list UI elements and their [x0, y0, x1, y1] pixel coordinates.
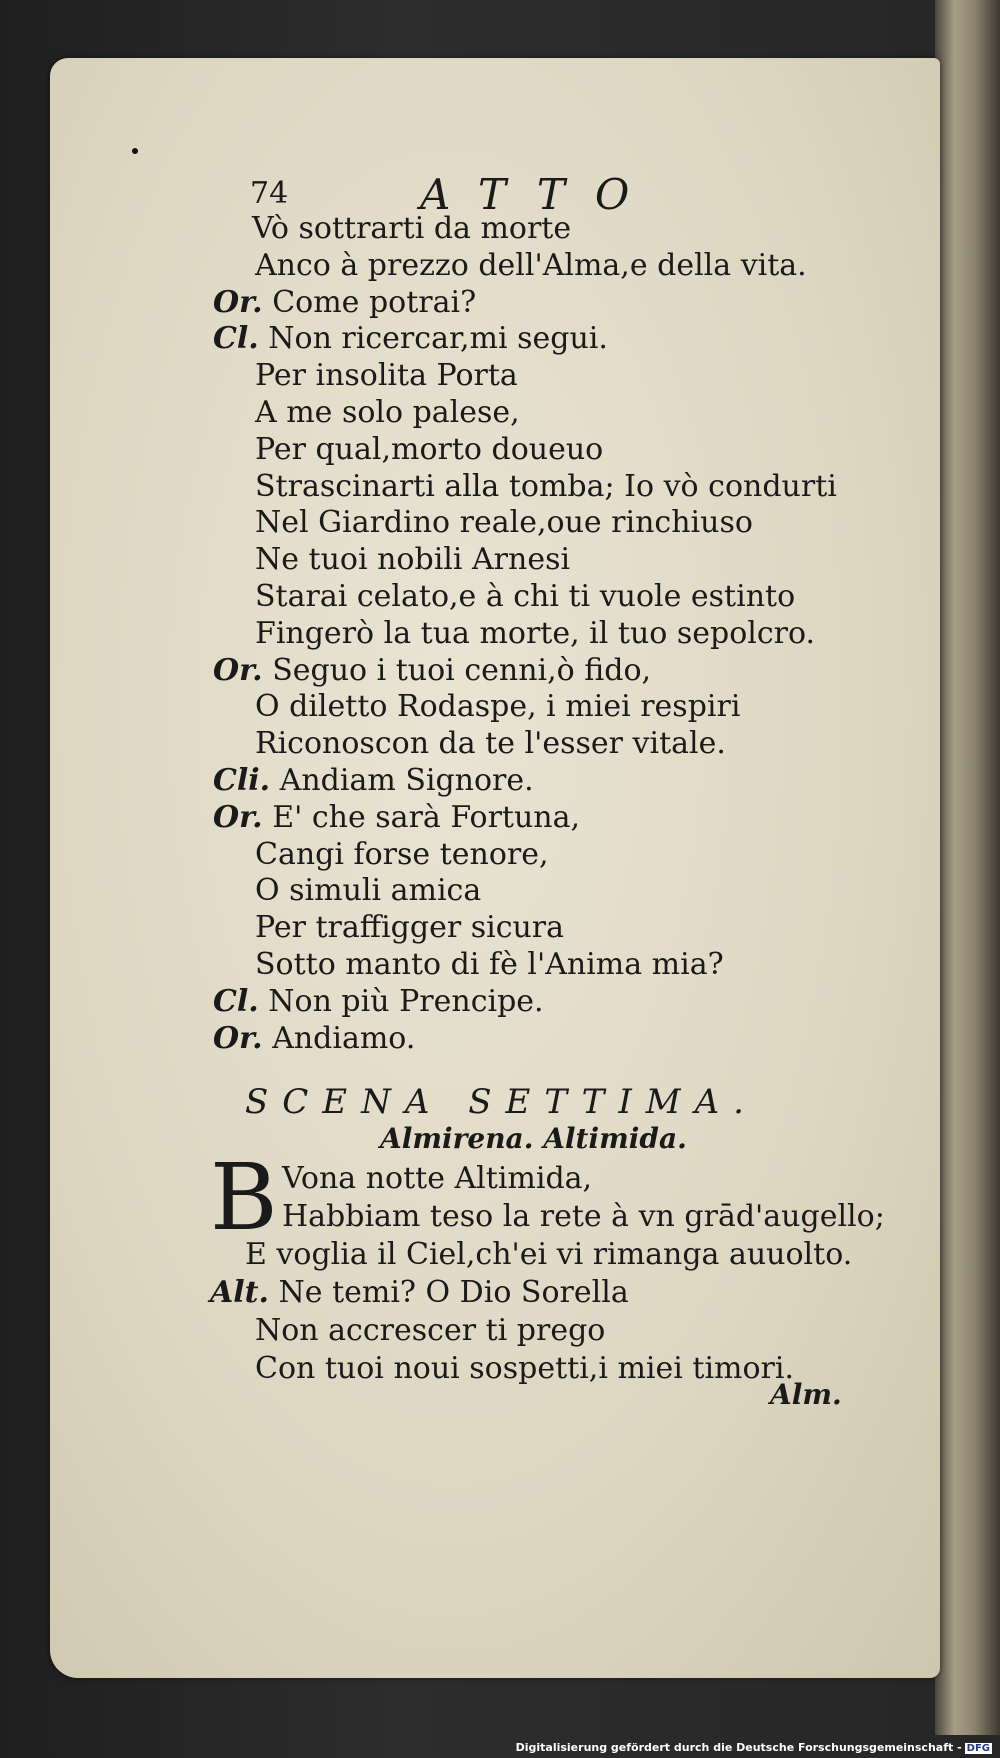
verse-line	[213, 284, 476, 322]
verse-line	[255, 725, 726, 763]
verse-line	[282, 1160, 592, 1198]
line-text: Sotto manto di fè l'Anima mia?	[255, 947, 724, 982]
verse-line	[255, 247, 807, 285]
verse-line	[282, 1198, 885, 1236]
speaker-label: Cli.	[213, 763, 271, 798]
verse-line	[213, 799, 580, 837]
line-text: Per insolita Porta	[255, 358, 518, 394]
speaker-label: Or.	[213, 652, 263, 688]
speaker-label: Cl.	[213, 983, 259, 1019]
running-head: ATTO	[420, 170, 660, 219]
line-text: Nel Giardino reale,oue rinchiuso	[255, 505, 753, 541]
scene-title: SCENA SETTIMA.	[245, 1082, 758, 1122]
line-text: Ne tuoi nobili Arnesi	[255, 542, 571, 578]
line-text: Anco à prezzo dell'Alma,e della vita.	[255, 247, 807, 283]
line-text: Andiam Signore.	[279, 763, 534, 798]
verse-line	[255, 1350, 794, 1388]
catchword: Alm.	[770, 1378, 842, 1411]
line-text: Cangi forse tenore,	[255, 836, 549, 872]
line-text: Per qual,morto doueuo	[255, 431, 604, 467]
line-text: Seguo i tuoi cenni,ò fido,	[272, 652, 652, 688]
speaker-label: Alt.	[210, 1275, 269, 1310]
verse-line	[213, 652, 651, 690]
line-text: Strascinarti alla tomba; Io vò condurti	[255, 468, 837, 504]
line-text: Andiamo.	[272, 1020, 416, 1056]
verse-line	[255, 946, 724, 984]
line-text: Starai celato,e à chi ti vuole estinto	[255, 579, 796, 614]
line-text: Per traffigger sicura	[255, 910, 565, 946]
verse-line	[255, 688, 740, 726]
verse-line	[255, 541, 570, 579]
footer-credit	[516, 1741, 992, 1754]
line-text: Non più Prencipe.	[268, 983, 544, 1019]
verse-line	[255, 836, 549, 874]
verse-line	[255, 394, 520, 432]
verse-line	[213, 762, 534, 800]
speaker-label: Cl.	[213, 321, 259, 357]
verse-line	[213, 983, 544, 1021]
verse-line	[255, 578, 795, 616]
line-text: Vona notte Altimida,	[282, 1161, 593, 1196]
footer-credit-text: Digitalisierung gefördert durch die Deutsche Forschungsgemeinschaft -	[515, 1741, 962, 1754]
line-text: Fingerò la tua morte, il tuo sepolcro.	[255, 615, 816, 651]
line-text: Vò sottrarti da morte	[252, 211, 572, 246]
verse-line	[255, 909, 564, 947]
speaker-label: Or.	[213, 799, 263, 835]
line-text: Riconoscon da te l'esser vitale.	[255, 726, 726, 762]
scene-characters: Almirena. Altimida.	[380, 1122, 687, 1155]
verse-line	[245, 1236, 852, 1274]
verse-line	[255, 872, 481, 910]
verse-line	[255, 1312, 605, 1350]
line-text: E' che sarà Fortuna,	[272, 799, 581, 835]
verse-line	[255, 615, 815, 653]
verse-line	[210, 1274, 629, 1312]
verse-line	[213, 320, 608, 358]
dfg-badge: DFG	[966, 1743, 990, 1754]
line-text: E voglia il Ciel,ch'ei vi rimanga auuolto.	[245, 1237, 853, 1272]
line-text: Non ricercar,mi segui.	[268, 321, 608, 357]
line-text: Non accrescer ti prego	[255, 1313, 606, 1348]
speaker-label: Or.	[213, 284, 263, 320]
ink-speck	[132, 148, 138, 154]
line-text: O simuli amica	[255, 873, 482, 909]
line-text: Come potrai?	[272, 284, 477, 320]
line-text: Ne temi? O Dio Sorella	[278, 1275, 629, 1310]
line-text: Con tuoi noui sospetti,i miei timori.	[255, 1351, 795, 1386]
verse-line	[213, 1020, 415, 1058]
verse-line	[255, 431, 603, 469]
drop-cap: B	[210, 1144, 278, 1251]
verse-line	[255, 357, 518, 395]
verse-line	[255, 468, 837, 506]
line-text: A me solo palese,	[255, 395, 520, 430]
verse-line	[252, 210, 571, 248]
book-spine	[935, 0, 1000, 1735]
page-number: 74	[250, 176, 289, 211]
verse-line	[255, 504, 753, 542]
line-text: O diletto Rodaspe, i miei respiri	[255, 689, 741, 725]
line-text: Habbiam teso la rete à vn grād'augello;	[282, 1199, 885, 1234]
speaker-label: Or.	[213, 1020, 263, 1056]
